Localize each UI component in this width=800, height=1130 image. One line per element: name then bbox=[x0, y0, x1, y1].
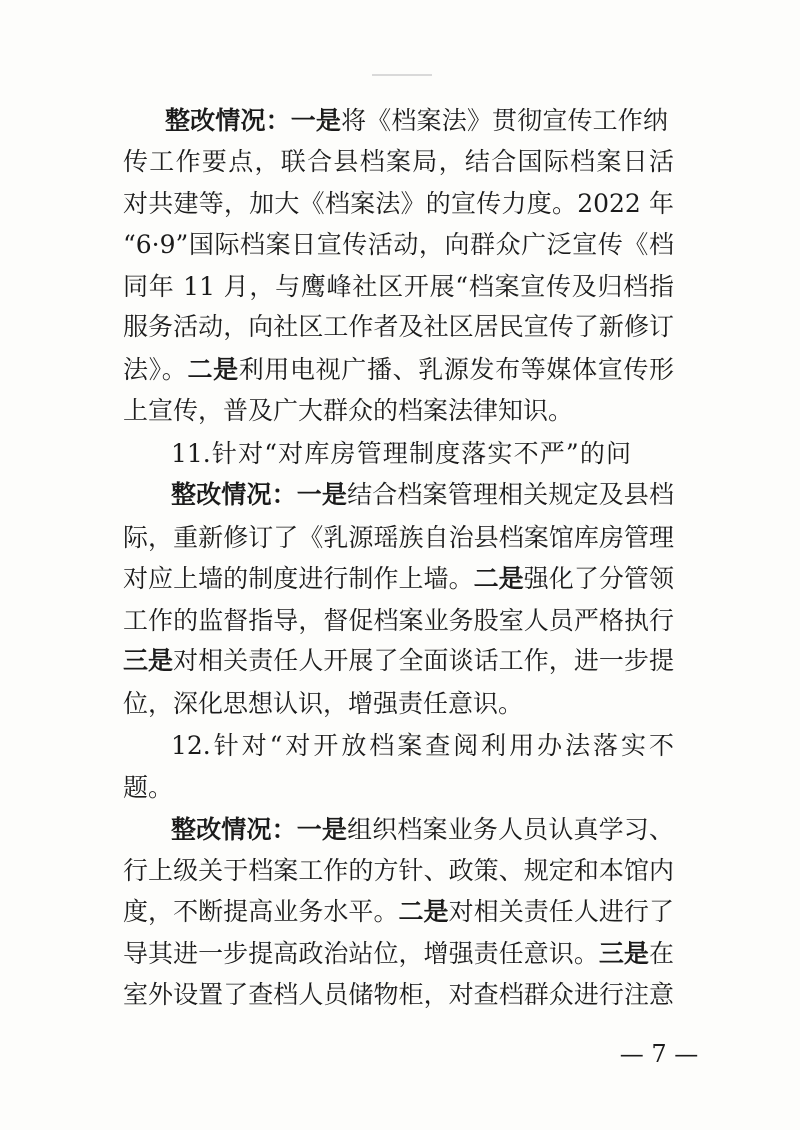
bold-text-segment: 一是 bbox=[296, 815, 348, 844]
text-segment: 同年 11 月，与鹰峰社区开展“档案宣传及归档指 bbox=[123, 272, 674, 301]
text-segment: 对相关责任人开展了全面谈话工作，进一步提 bbox=[173, 646, 674, 675]
text-line bbox=[123, 306, 674, 348]
text-line bbox=[165, 100, 668, 142]
text-segment: 度，不断提高业务水平。 bbox=[123, 897, 399, 926]
text-segment: 传工作要点，联合县档案局，结合国际档案日活 bbox=[123, 147, 674, 176]
text-segment: 题。 bbox=[123, 773, 174, 802]
text-segment: 强化了分管领 bbox=[523, 564, 674, 593]
text-segment: 室外设置了查档人员储物柜，对查档群众进行注意 bbox=[123, 980, 674, 1009]
text-line bbox=[123, 558, 674, 600]
text-segment: 际，重新修订了《乳源瑶族自治县档案馆库房管理 bbox=[123, 523, 674, 552]
bold-text-segment: 二是 bbox=[473, 564, 524, 593]
bold-text-segment: 整改情况： bbox=[171, 815, 297, 844]
text-line bbox=[123, 891, 674, 933]
text-segment: 行上级关于档案工作的方针、政策、规定和本馆内 bbox=[123, 856, 674, 885]
text-segment: 导其进一步提高政治站位，增强责任意识。 bbox=[123, 939, 599, 968]
text-segment: 组织档案业务人员认真学习、 bbox=[347, 815, 674, 844]
text-segment: 服务活动，向社区工作者及社区居民宣传了新修订 bbox=[123, 312, 674, 341]
bold-text-segment: 一是 bbox=[296, 480, 348, 509]
bold-text-segment: 三是 bbox=[598, 939, 649, 968]
text-line bbox=[123, 600, 674, 642]
text-segment: 工作的监督指导，督促档案业务股室人员严格执行 bbox=[123, 606, 674, 635]
text-line bbox=[123, 141, 674, 183]
text-segment: 位，深化思想认识，增强责任意识。 bbox=[123, 689, 524, 718]
text-segment: 对应上墙的制度进行制作上墙。 bbox=[123, 564, 474, 593]
text-line bbox=[171, 725, 674, 767]
text-line bbox=[123, 390, 583, 432]
text-line bbox=[123, 640, 674, 682]
text-segment: 结合档案管理相关规定及县档 bbox=[347, 480, 674, 509]
text-line bbox=[123, 933, 674, 975]
text-segment: 对相关责任人进行了 bbox=[448, 897, 674, 926]
bold-text-segment: 二是 bbox=[187, 355, 239, 384]
text-segment: 将《档案法》贯彻宣传工作纳 bbox=[341, 106, 668, 135]
text-line bbox=[171, 474, 674, 516]
text-segment: “6·9”国际档案日宣传活动，向群众广泛宣传《档 bbox=[123, 230, 674, 259]
text-line bbox=[123, 683, 543, 725]
text-line bbox=[123, 224, 674, 266]
text-segment: 上宣传，普及广大群众的档案法律知识。 bbox=[123, 396, 574, 425]
text-segment: 法》。 bbox=[123, 355, 188, 384]
text-segment: 11.针对“对库房管理制度落实不严”的问 bbox=[171, 439, 631, 468]
text-line bbox=[171, 433, 631, 475]
text-line bbox=[123, 974, 674, 1016]
bold-text-segment: 整改情况： bbox=[165, 106, 291, 135]
text-line bbox=[123, 183, 674, 225]
bold-text-segment: 一是 bbox=[290, 106, 342, 135]
page-number: — 7 — bbox=[619, 1040, 699, 1068]
text-line bbox=[123, 517, 674, 559]
bleed-through-mark bbox=[372, 74, 432, 76]
text-line bbox=[123, 266, 674, 308]
bold-text-segment: 三是 bbox=[123, 646, 174, 675]
text-segment: 12.针对“对开放档案查阅利用办法落实不 bbox=[171, 731, 674, 760]
text-line bbox=[123, 850, 674, 892]
text-segment: 对共建等，加大《档案法》的宣传力度。2022 年 bbox=[123, 189, 674, 218]
text-line bbox=[171, 809, 674, 851]
bold-text-segment: 二是 bbox=[398, 897, 449, 926]
text-line bbox=[123, 767, 323, 809]
bold-text-segment: 整改情况： bbox=[171, 480, 297, 509]
text-segment: 利用电视广播、乳源发布等媒体宣传形 bbox=[238, 355, 674, 384]
text-segment: 在 bbox=[648, 939, 674, 968]
text-line bbox=[123, 349, 674, 391]
